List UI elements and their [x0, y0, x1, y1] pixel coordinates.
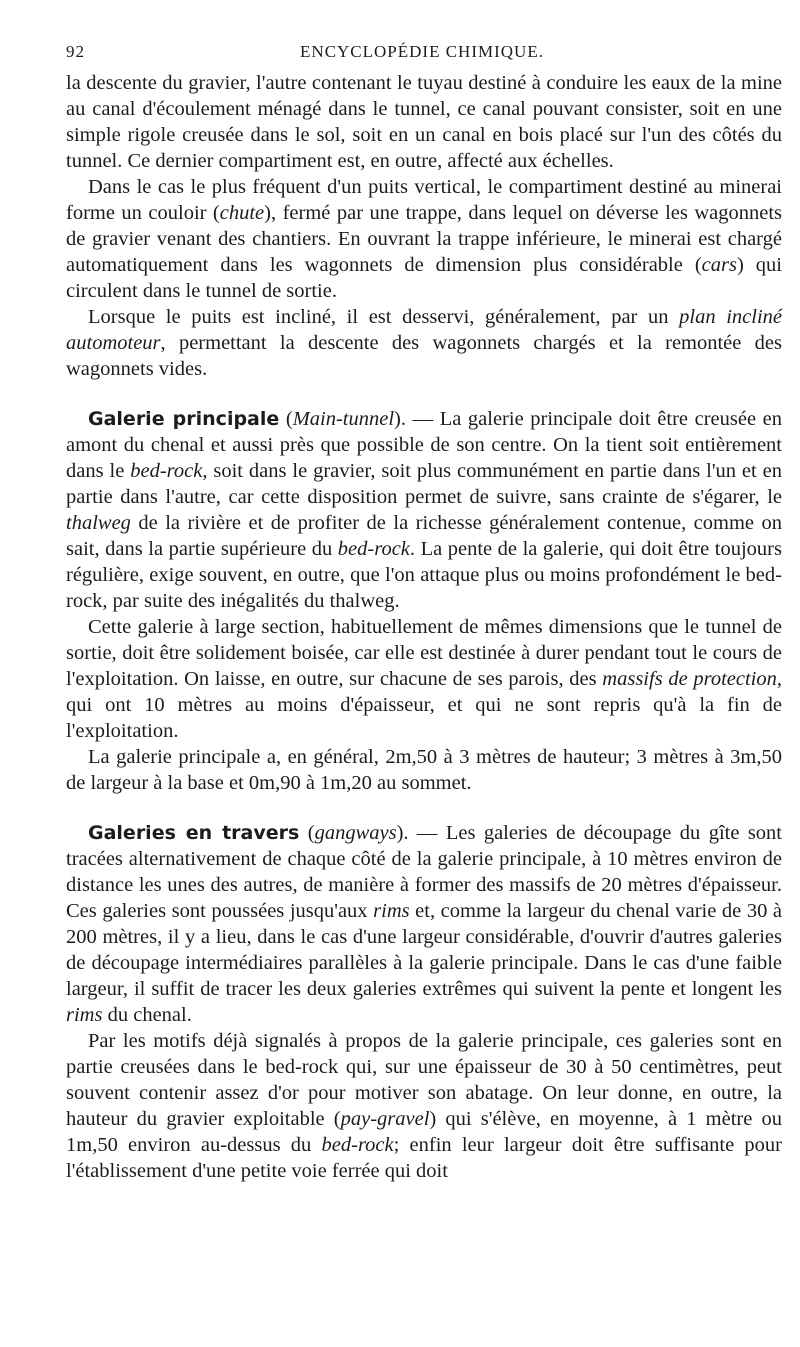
term-plan-incline: plan incliné automoteur — [66, 306, 782, 354]
paragraph-compartments: la descente du gravier, l'autre contenant le tuyau destiné à conduire les eaux de la mine au canal d'écoulement ménagé dans le tunnel, ce canal pouvant consister, soit en une simple rigole creusée dans le sol, soit en un canal en bois placé sur l'un des côtés du tunnel. Ce dernier compartiment est, en outre, affecté aux échelles. — [66, 72, 782, 172]
paragraph-gangway-details: Par les motifs déjà signalés à propos de la galerie principale, ces galeries sont en partie creusées dans le bed-rock qui, sur une épaisseur de 30 à 50 centimètres, peut souvent contenir assez d'or pour motiver son abatage. On leur donne, en outre, la hauteur du gravier exploitable (pay-gravel) qui s'élève, en moyenne, à 1 mètre ou 1m,50 environ au-dessus du bed-rock; enfin leur largeur doit être suffisante pour l'établissement d'une petite voie ferrée qui doit — [66, 1030, 782, 1182]
term-main-tunnel: Main-tunnel — [292, 408, 395, 430]
term-gangways: gangways — [314, 822, 397, 844]
term-rims: rims — [66, 1004, 103, 1026]
paragraph-vertical-shaft: Dans le cas le plus fréquent d'un puits vertical, le compartiment destiné au minerai forme un couloir (chute), fermé par une trappe, dans lequel on déverse les wagonnets de gravier venant des chantiers. En ouvrant la trappe inférieure, le minerai est chargé automatiquement dans les wagonnets de dimension plus considérable (cars) qui circulent dans le tunnel de sortie. — [66, 176, 782, 302]
term-pay-gravel: pay-gravel — [340, 1108, 430, 1130]
paragraph-dimensions: La galerie principale a, en général, 2m,50 à 3 mètres de hauteur; 3 mètres à 3m,50 de largeur à la base et 0m,90 à 1m,20 au sommet. — [66, 746, 782, 794]
section-heading: Galerie principale — [88, 408, 280, 430]
term-bed-rock: bed-rock — [321, 1134, 394, 1156]
term-thalweg: thalweg — [66, 512, 131, 534]
term-massifs: massifs de protection — [602, 668, 777, 690]
section-galeries-en-travers: Galeries en travers (gangways). — Les galeries de découpage du gîte sont tracées alternativement de chaque côté de la galerie principale, à 10 mètres environ de distance les unes des autres, de manière à former des massifs de 20 mètres d'épaisseur. Ces galeries sont poussées jusqu'aux rims et, comme la largeur du chenal varie de 30 à 200 mètres, il y a lieu, dans le cas d'une largeur considérable, d'ouvrir d'autres galeries de découpage intermédiaires parallèles à la galerie principale. Dans le cas d'une faible largeur, il suffit de tracer les deux galeries extrêmes qui suivent la pente et longent les rims du chenal. — [66, 822, 783, 1026]
running-title: ENCYCLOPÉDIE CHIMIQUE. — [300, 42, 544, 61]
term-bed-rock: bed-rock — [337, 538, 410, 560]
paragraph-large-section: Cette galerie à large section, habituellement de mêmes dimensions que le tunnel de sortie, doit être solidement boisée, car elle est destinée à durer pendant tout le cours de l'exploitation. On laisse, en outre, sur chacune de ses parois, des massifs de protection, qui ont 10 mètres au moins d'épaisseur, et qui ne sont repris qu'à la fin de l'exploitation. — [66, 616, 782, 742]
body-text — [66, 70, 782, 1184]
term-rims: rims — [373, 900, 410, 922]
term-chute: chute — [219, 202, 265, 224]
paragraph-inclined-shaft: Lorsque le puits est incliné, il est desservi, généralement, par un plan incliné automoteur, permettant la descente des wagonnets chargés et la remontée des wagonnets vides. — [66, 306, 782, 380]
page-number: 92 — [66, 42, 85, 61]
section-heading: Galeries en travers — [88, 822, 300, 844]
page-header — [66, 38, 778, 66]
term-bed-rock: bed-rock — [130, 460, 203, 482]
term-cars: cars — [701, 254, 737, 276]
section-galerie-principale: Galerie principale (Main-tunnel). — La galerie principale doit être creusée en amont du chenal et aussi près que possible de son centre. On la tient soit entièrement dans le bed-rock, soit dans le gravier, soit plus communément en partie dans l'un et en partie dans l'autre, car cette disposition permet de suivre, sans crainte de s'égarer, le thalweg de la rivière et de profiter de la richesse généralement contenue, comme on sait, dans la partie supérieure du bed-rock. La pente de la galerie, qui doit être toujours régulière, exige souvent, en outre, que l'on attaque plus ou moins profondément le bed-rock, par suite des inégalités du thalweg. — [66, 408, 782, 612]
